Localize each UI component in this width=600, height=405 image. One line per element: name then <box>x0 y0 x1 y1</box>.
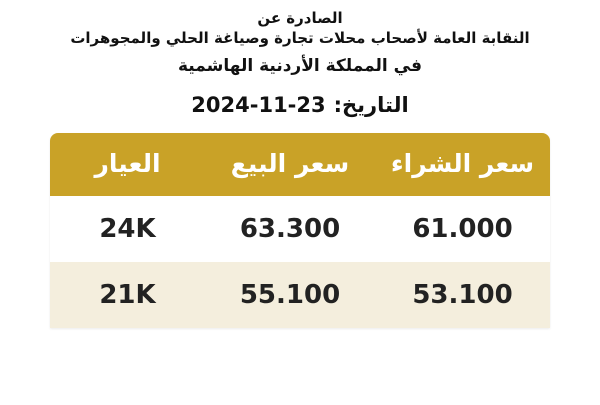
date-label: التاريخ: <box>333 93 409 118</box>
date-value: 2024-11-23 <box>191 93 326 118</box>
gold-price-table <box>50 133 550 328</box>
date-row <box>0 93 600 117</box>
table-body <box>50 196 550 328</box>
header-line-issuer: الصادرة عن <box>257 9 343 27</box>
column-header-sell: سعر البيع <box>205 133 375 196</box>
cell-karat: 21K <box>50 262 205 328</box>
table-row <box>50 262 550 328</box>
column-header-buy: سعر الشراء <box>375 133 550 196</box>
table-row <box>50 196 550 262</box>
cell-buy-price: 53.100 <box>375 262 550 328</box>
cell-sell-price: 55.100 <box>205 262 375 328</box>
header-block <box>0 0 600 77</box>
table-head <box>50 133 550 196</box>
header-line-syndicate: النقابة العامة لأصحاب محلات تجارة وصياغة الحلي والمجوهرات <box>70 29 530 48</box>
column-header-karat: العيار <box>50 133 205 196</box>
price-table-container <box>50 133 550 328</box>
cell-buy-price: 61.000 <box>375 196 550 262</box>
cell-sell-price: 63.300 <box>205 196 375 262</box>
header-line-country: في المملكة الأردنية الهاشمية <box>177 55 423 76</box>
cell-karat: 24K <box>50 196 205 262</box>
table-header-row <box>50 133 550 196</box>
